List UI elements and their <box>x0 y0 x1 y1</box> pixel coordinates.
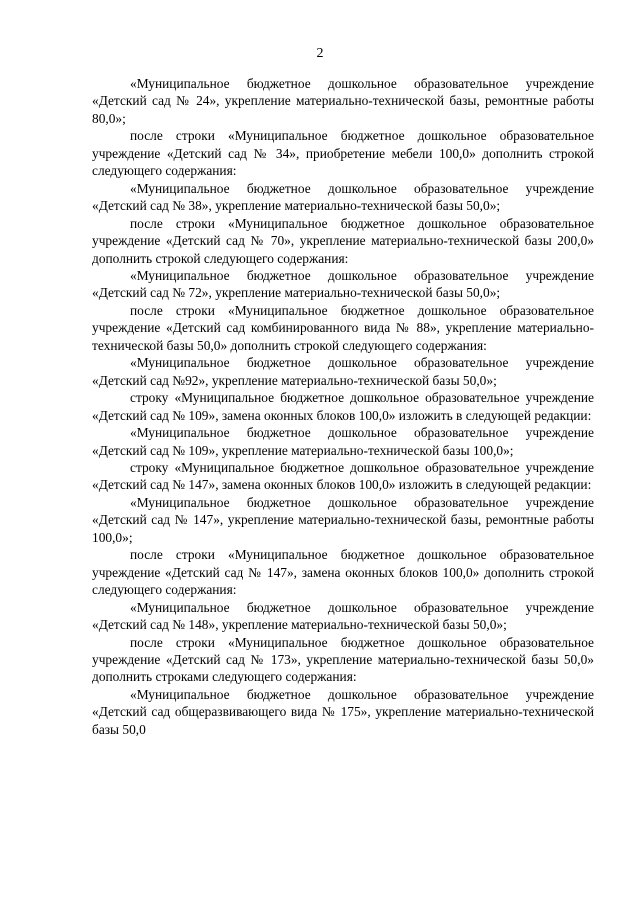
paragraph: «Муниципальное бюджетное дошкольное образовательное учреждение «Детский сад № 109», укрепление материально-технической базы 100,0»; <box>92 425 594 458</box>
paragraph: после строки «Муниципальное бюджетное дошкольное образовательное учреждение «Детский сад № 147», замена оконных блоков 100,0» дополнить строкой следующего содержания: <box>92 547 594 598</box>
paragraph: после строки «Муниципальное бюджетное дошкольное образовательное учреждение «Детский сад № 70», укрепление материально-технической базы 200,0» дополнить строкой следующего содержания: <box>92 215 594 266</box>
paragraph: «Муниципальное бюджетное дошкольное образовательное учреждение «Детский сад № 72», укрепление материально-технической базы 50,0»; <box>92 267 594 301</box>
paragraph: строку «Муниципальное бюджетное дошкольное образовательное учреждение «Детский сад № 147», замена оконных блоков 100,0» изложить в следующей редакции: <box>92 459 594 493</box>
paragraph: «Муниципальное бюджетное дошкольное образовательное учреждение «Детский сад №92», укрепление материально-технической базы 50,0»; <box>92 355 594 388</box>
page-number: 2 <box>316 46 324 61</box>
paragraph: после строки «Муниципальное бюджетное дошкольное образовательное учреждение «Детский сад № 34», приобретение мебели 100,0» дополнить строкой следующего содержания: <box>92 128 594 179</box>
paragraph: после строки «Муниципальное бюджетное дошкольное образовательное учреждение «Детский сад комбинированного вида № 88», укрепление материально-технической базы 50,0» дополнить строкой следующего содержания: <box>92 302 594 353</box>
paragraph: «Муниципальное бюджетное дошкольное образовательное учреждение «Детский сад общеразвивающего вида № 175», укрепление материально-технической базы 50,0 <box>92 686 594 737</box>
document-body <box>92 75 594 738</box>
paragraph: после строки «Муниципальное бюджетное дошкольное образовательное учреждение «Детский сад № 173», укрепление материально-технической базы 50,0» дополнить строками следующего содержания: <box>92 634 594 685</box>
paragraph: «Муниципальное бюджетное дошкольное образовательное учреждение «Детский сад № 38», укрепление материально-технической базы 50,0»; <box>92 180 594 214</box>
paragraph: строку «Муниципальное бюджетное дошкольное образовательное учреждение «Детский сад № 109», замена оконных блоков 100,0» изложить в следующей редакции: <box>92 390 594 423</box>
paragraph: «Муниципальное бюджетное дошкольное образовательное учреждение «Детский сад № 148», укрепление материально-технической базы 50,0»; <box>92 599 594 633</box>
paragraph: «Муниципальное бюджетное дошкольное образовательное учреждение «Детский сад № 24», укрепление материально-технической базы, ремонтные работы 80,0»; <box>92 76 594 126</box>
paragraph: «Муниципальное бюджетное дошкольное образовательное учреждение «Детский сад № 147», укрепление материально-технической базы, ремонтные работы 100,0»; <box>92 494 594 545</box>
